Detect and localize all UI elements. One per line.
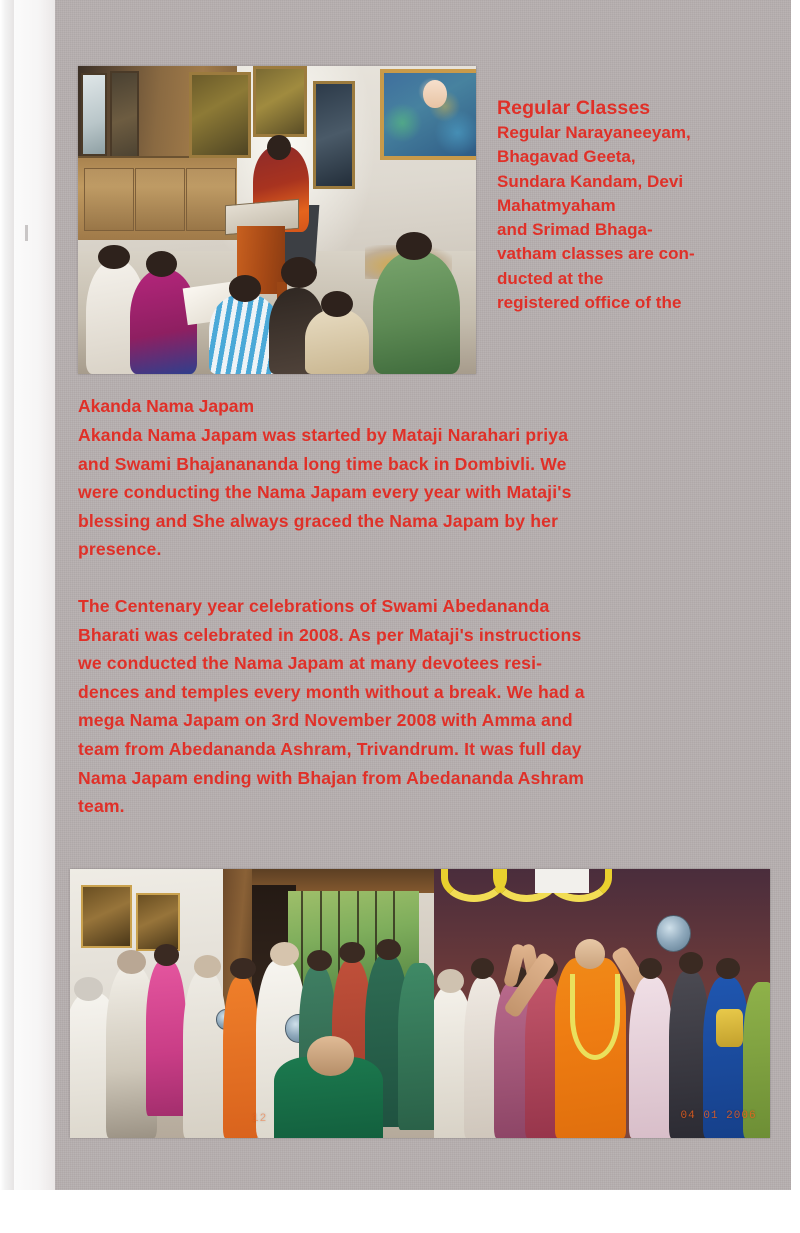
nama-japam-right-scene (434, 869, 770, 1138)
krishna-painting (380, 69, 476, 160)
deity-idol-held (716, 1009, 743, 1047)
cymbal-raised (656, 915, 692, 952)
swami-flower-garland (570, 974, 620, 1060)
scan-margin-right (791, 0, 800, 1233)
regular-classes-line: Mahatmyaham (497, 195, 616, 215)
paragraph-2-line: The Centenary year celebrations of Swami Abedananda (78, 595, 550, 616)
regular-classes-line: and Srimad Bhaga- (497, 220, 653, 240)
scan-margin-left-outer (0, 0, 14, 1233)
devotee-red-sari-head (339, 942, 364, 964)
regular-classes-heading: Regular Classes (497, 97, 651, 119)
swami-head (575, 939, 605, 969)
crowd-devotee-pale-sari-head (639, 958, 663, 980)
paragraph-2-line: team from Abedananda Ashram, Trivandrum. It was full day (78, 738, 582, 759)
paragraph-2-line: team. (78, 796, 125, 817)
devotee-orange-sari-head (230, 958, 255, 980)
crowd-devotee-dark-head (679, 952, 703, 974)
seated-devotee-3-head (229, 275, 261, 301)
paragraph-1-line: presence. (78, 539, 162, 560)
regular-classes-line: Sundara Kandam, Devi (497, 171, 684, 191)
teacher-head (267, 135, 291, 160)
framed-deity-picture-1 (81, 885, 132, 948)
devotee-white-3-head (194, 955, 221, 978)
overexposed-patch (535, 869, 589, 893)
framed-picture-a (189, 72, 251, 158)
regular-classes-text-block (497, 96, 765, 315)
nama-japam-left-scene (70, 869, 434, 1138)
paragraph-spacer (78, 564, 738, 592)
seated-devotee-6 (373, 251, 461, 374)
cabinet-door-1 (84, 168, 134, 231)
regular-classes-line: Bhagavad Geeta, (497, 147, 636, 167)
paragraph-2-line: Nama Japam ending with Bhajan from Abedananda Ashram (78, 767, 585, 788)
cabinet-lower-doors (78, 156, 237, 241)
akanda-nama-japam-text-block (78, 394, 738, 821)
seated-devotee-5 (305, 309, 369, 374)
seated-devotee-5-head (321, 291, 353, 317)
devotee-green-sari-3 (398, 963, 434, 1130)
framed-picture-c (313, 81, 355, 189)
cabinet-glass-panel-right (110, 71, 139, 158)
seated-devotee-1-head (98, 245, 130, 270)
cabinet-glass-panel-left (81, 73, 107, 156)
photo-datestamp-right: 04 01 2006 (680, 1109, 757, 1122)
seated-devotee-4-head (281, 257, 317, 288)
paragraph-1-line: were conducting the Nama Japam every year with Mataji's (78, 482, 572, 503)
devotee-white-2-head (117, 950, 146, 974)
paragraph-2-line: Bharati was celebrated in 2008. As per Mataji's instructions (78, 624, 582, 645)
seated-devotee-6-head (396, 232, 432, 260)
scan-margin-left-inner (14, 0, 55, 1233)
paragraph-2-line: dences and temples every month without a break. We had a (78, 681, 585, 702)
seated-devotee-2-head (146, 251, 178, 277)
devotee-white-3 (183, 971, 227, 1138)
paragraph-2-line: we conducted the Nama Japam at many devotees resi- (78, 653, 543, 674)
cabinet-door-2 (135, 168, 185, 231)
devotee-green-sari-1-head (307, 950, 332, 972)
crowd-devotee-cream-head (471, 958, 495, 980)
regular-classes-line: ducted at the (497, 268, 604, 288)
devotee-white-1-head (74, 977, 103, 1001)
photo-nama-japam (70, 869, 770, 1138)
photo-datestamp-left: 12 (252, 1112, 268, 1125)
scan-margin-bottom (0, 1190, 800, 1233)
scan-edge-mark (25, 225, 28, 241)
crowd-devotee-pale-sari (629, 977, 673, 1138)
paragraph-1-line: Akanda Nama Japam was started by Mataji Narahari priya (78, 425, 569, 445)
framed-deity-picture-2 (136, 893, 180, 951)
akanda-nama-japam-heading: Akanda Nama Japam (78, 396, 255, 416)
regular-classes-line: registered office of the (497, 293, 682, 313)
crowd-devotee-blue-sari-head (716, 958, 740, 980)
foreground-woman-head (307, 1036, 354, 1076)
framed-picture-b (253, 66, 307, 137)
paragraph-1-line: blessing and She always graced the Nama Japam by her (78, 510, 559, 531)
painting-face (423, 80, 447, 108)
crowd-devotee-white-head (437, 969, 464, 993)
paragraph-1-line: and Swami Bhajanananda long time back in Dombivli. We (78, 453, 567, 474)
regular-classes-line: vatham classes are con- (497, 244, 695, 264)
devotee-pink-sari-head (154, 944, 179, 966)
regular-classes-line: Regular Narayaneeyam, (497, 123, 691, 142)
devotee-white-4-head (270, 942, 299, 966)
devotee-pink-sari (146, 960, 186, 1116)
photo-regular-classes (78, 66, 476, 374)
paragraph-2-line: mega Nama Japam on 3rd November 2008 with Amma and (78, 710, 573, 731)
